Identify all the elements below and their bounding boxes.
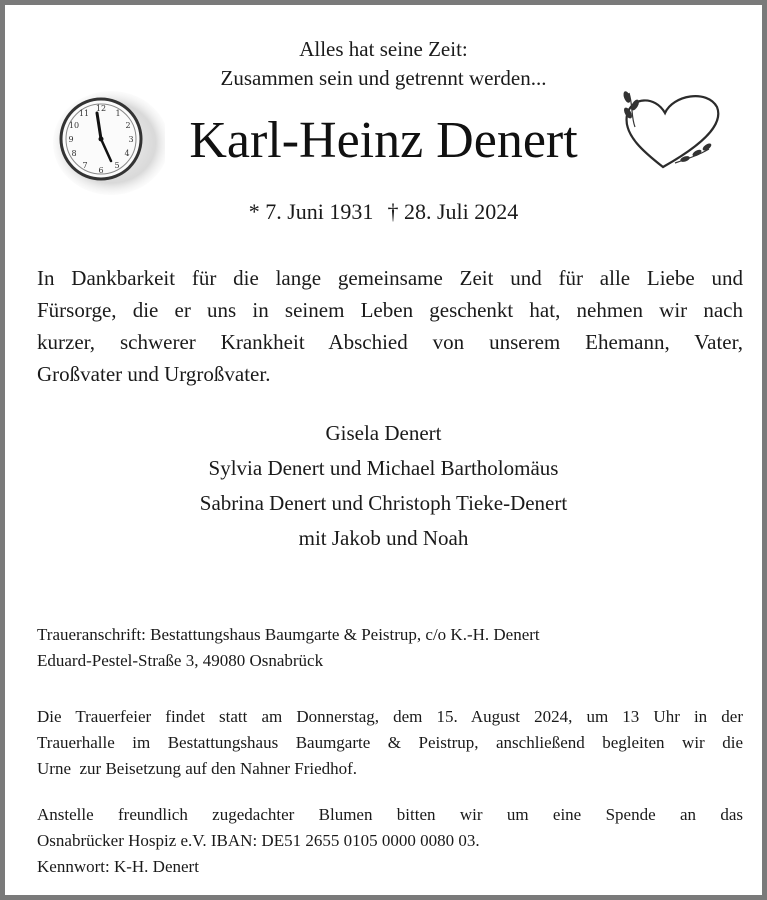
funeral-line: Urne zur Beisetzung auf den Nahner Friedhof. — [37, 759, 358, 778]
donation-line: Anstelle freundlich zugedachter Blumen bitten wir um eine Spende an das — [37, 805, 743, 824]
intro-text — [37, 262, 743, 390]
svg-text:5: 5 — [114, 161, 120, 170]
family-member: mit Jakob und Noah — [298, 526, 469, 550]
funeral-line: Trauerhalle im Bestattungshaus Baumgarte & Peistrup, anschließend begleiten wir die — [37, 733, 743, 752]
intro-line: Fürsorge, die er uns in seinem Leben geschenkt hat, nehmen wir nach — [37, 298, 743, 322]
svg-text:2: 2 — [125, 121, 131, 130]
svg-text:8: 8 — [71, 149, 77, 158]
family-member: Gisela Denert — [325, 421, 442, 445]
svg-text:11: 11 — [78, 109, 90, 118]
address-line: Traueranschrift: Bestattungshaus Baumgarte & Peistrup, c/o K.-H. Denert — [37, 625, 540, 644]
intro-line: In Dankbarkeit für die lange gemeinsame Zeit und für alle Liebe und — [37, 266, 743, 290]
svg-text:4: 4 — [124, 149, 130, 158]
donation-line: Osnabrücker Hospiz e.V. IBAN: DE51 2655 0105 0000 0080 03. — [37, 831, 480, 850]
svg-text:12: 12 — [95, 104, 107, 113]
deceased-name: Karl-Heinz Denert — [189, 112, 578, 169]
donation-info — [37, 802, 743, 880]
svg-text:9: 9 — [68, 135, 74, 144]
svg-text:3: 3 — [128, 135, 134, 144]
motto-line-1: Alles hat seine Zeit: — [299, 37, 468, 61]
svg-text:7: 7 — [82, 161, 88, 170]
donation-line: Kennwort: K-H. Denert — [37, 857, 199, 876]
family-list — [5, 416, 762, 556]
mourning-address — [37, 622, 743, 674]
svg-text:1: 1 — [115, 109, 121, 118]
funeral-info — [37, 704, 743, 782]
life-dates — [5, 197, 762, 227]
address-line: Eduard-Pestel-Straße 3, 49080 Osnabrück — [37, 651, 324, 670]
svg-text:6: 6 — [98, 166, 104, 175]
family-member: Sylvia Denert und Michael Bartholomäus — [208, 456, 559, 480]
motto-line-2: Zusammen sein und getrennt werden... — [220, 66, 547, 90]
svg-text:10: 10 — [68, 121, 80, 130]
death-date: † 28. Juli 2024 — [387, 199, 519, 224]
birth-date: * 7. Juni 1931 — [248, 199, 374, 224]
intro-line: Großvater und Urgroßvater. — [37, 362, 271, 386]
funeral-line: Die Trauerfeier findet statt am Donnerstag, dem 15. August 2024, um 13 Uhr in der — [37, 707, 743, 726]
intro-line: kurzer, schwerer Krankheit Abschied von unserem Ehemann, Vater, — [37, 330, 743, 354]
family-member: Sabrina Denert und Christoph Tieke-Denert — [199, 491, 568, 515]
